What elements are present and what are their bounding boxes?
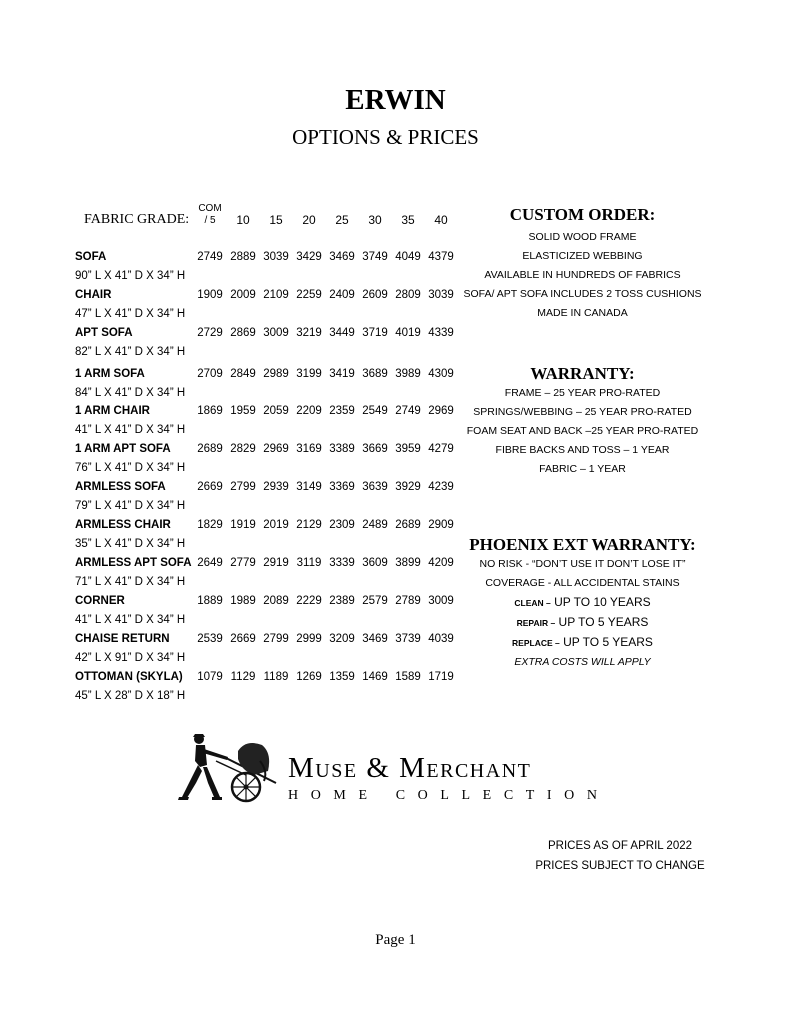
col-header-com bbox=[193, 203, 227, 227]
price-cell: 1959 bbox=[230, 405, 256, 417]
price-cell: 4379 bbox=[428, 251, 454, 263]
price-cell: 4039 bbox=[428, 633, 454, 645]
price-cell: 2259 bbox=[296, 289, 322, 301]
phoenix-note: EXTRA COSTS WILL APPLY bbox=[514, 656, 651, 668]
custom-order-line: SOFA/ APT SOFA INCLUDES 2 TOSS CUSHIONS bbox=[463, 288, 702, 300]
price-cell: 2209 bbox=[296, 405, 322, 417]
price-cell: 1869 bbox=[197, 405, 223, 417]
price-cell: 2709 bbox=[197, 368, 223, 380]
price-cell: 3369 bbox=[329, 481, 355, 493]
price-cell: 3609 bbox=[362, 557, 388, 569]
price-cell: 3639 bbox=[362, 481, 388, 493]
price-cell: 3389 bbox=[329, 443, 355, 455]
table-row bbox=[75, 633, 465, 671]
product-name: 1 ARM APT SOFA bbox=[75, 443, 171, 455]
price-cell: 3689 bbox=[362, 368, 388, 380]
grade-header: 20 bbox=[302, 213, 316, 227]
page-subtitle: OPTIONS & PRICES bbox=[292, 125, 479, 149]
price-cell: 3009 bbox=[428, 595, 454, 607]
price-cell: 2749 bbox=[197, 251, 223, 263]
com-bottom-label: / 5 bbox=[204, 215, 216, 226]
price-cell: 2799 bbox=[230, 481, 256, 493]
product-dimensions: 79” L X 41” D X 34” H bbox=[75, 500, 186, 512]
price-cell: 2669 bbox=[230, 633, 256, 645]
product-dimensions: 47” L X 41” D X 34” H bbox=[75, 308, 186, 320]
price-cell: 2919 bbox=[263, 557, 289, 569]
price-cell: 1889 bbox=[197, 595, 223, 607]
price-cell: 3669 bbox=[362, 443, 388, 455]
price-cell: 4339 bbox=[428, 327, 454, 339]
brand-tagline: HOME COLLECTION bbox=[288, 788, 610, 803]
price-cell: 1079 bbox=[197, 671, 223, 683]
warranty-heading: WARRANTY: bbox=[530, 364, 635, 383]
phoenix-replace bbox=[460, 633, 705, 653]
page-number: Page 1 bbox=[375, 932, 416, 948]
repair-value: UP TO 5 YEARS bbox=[558, 615, 649, 629]
product-dimensions: 35” L X 41” D X 34” H bbox=[75, 538, 186, 550]
repair-label: REPAIR – bbox=[516, 618, 556, 628]
price-cell: 2009 bbox=[230, 289, 256, 301]
product-name: OTTOMAN (SKYLA) bbox=[75, 671, 183, 683]
table-row bbox=[75, 481, 465, 519]
price-cell: 1989 bbox=[230, 595, 256, 607]
product-name: 1 ARM CHAIR bbox=[75, 405, 150, 417]
custom-order-line: ELASTICIZED WEBBING bbox=[522, 250, 643, 262]
price-cell: 2909 bbox=[428, 519, 454, 531]
price-cell: 2539 bbox=[197, 633, 223, 645]
price-cell: 1919 bbox=[230, 519, 256, 531]
price-cell: 3009 bbox=[263, 327, 289, 339]
price-cell: 2809 bbox=[395, 289, 421, 301]
price-cell: 2829 bbox=[230, 443, 256, 455]
price-cell: 2059 bbox=[263, 405, 289, 417]
com-top-label: COM bbox=[198, 203, 222, 214]
product-dimensions: 41” L X 41” D X 34” H bbox=[75, 424, 186, 436]
phoenix-repair bbox=[460, 613, 705, 633]
table-row bbox=[75, 327, 465, 365]
price-cell: 3739 bbox=[395, 633, 421, 645]
product-name: CHAIR bbox=[75, 289, 112, 301]
phoenix-line: NO RISK - “DON’T USE IT DON’T LOSE IT” bbox=[479, 558, 686, 570]
product-dimensions: 41” L X 41” D X 34” H bbox=[75, 614, 186, 626]
price-cell: 2749 bbox=[395, 405, 421, 417]
price-cell: 2609 bbox=[362, 289, 388, 301]
grade-header: 15 bbox=[269, 213, 283, 227]
table-row bbox=[75, 289, 465, 327]
warranty-section bbox=[460, 364, 705, 479]
grade-header: 40 bbox=[434, 213, 448, 227]
price-cell: 4019 bbox=[395, 327, 421, 339]
price-cell: 2649 bbox=[197, 557, 223, 569]
table-row bbox=[75, 557, 465, 595]
table-row bbox=[75, 595, 465, 633]
price-cell: 2579 bbox=[362, 595, 388, 607]
product-dimensions: 84” L X 41” D X 34” H bbox=[75, 387, 186, 399]
table-row bbox=[75, 443, 465, 481]
table-row bbox=[75, 519, 465, 557]
price-cell: 3899 bbox=[395, 557, 421, 569]
price-cell: 2799 bbox=[263, 633, 289, 645]
page-title: ERWIN bbox=[345, 84, 446, 116]
price-cell: 2089 bbox=[263, 595, 289, 607]
price-cell: 2309 bbox=[329, 519, 355, 531]
price-cell: 3209 bbox=[329, 633, 355, 645]
price-cell: 1719 bbox=[428, 671, 454, 683]
grade-header: 10 bbox=[236, 213, 250, 227]
brand-name: Muse & Merchant bbox=[288, 752, 532, 784]
product-name: ARMLESS CHAIR bbox=[75, 519, 171, 531]
table-row bbox=[75, 251, 465, 289]
price-cell: 4209 bbox=[428, 557, 454, 569]
price-cell: 2729 bbox=[197, 327, 223, 339]
price-cell: 3149 bbox=[296, 481, 322, 493]
price-cell: 3039 bbox=[428, 289, 454, 301]
price-cell: 1359 bbox=[329, 671, 355, 683]
price-cell: 3419 bbox=[329, 368, 355, 380]
price-cell: 4309 bbox=[428, 368, 454, 380]
price-cell: 2549 bbox=[362, 405, 388, 417]
warranty-line: FIBRE BACKS AND TOSS – 1 YEAR bbox=[495, 444, 670, 456]
product-name: 1 ARM SOFA bbox=[75, 368, 145, 380]
table-row bbox=[75, 368, 465, 406]
phoenix-clean bbox=[460, 593, 705, 613]
price-cell: 2129 bbox=[296, 519, 322, 531]
price-cell: 3039 bbox=[263, 251, 289, 263]
product-name: ARMLESS APT SOFA bbox=[75, 557, 192, 569]
product-dimensions: 45” L X 28” D X 18” H bbox=[75, 690, 186, 702]
custom-order-heading: CUSTOM ORDER: bbox=[509, 205, 656, 224]
price-cell: 3719 bbox=[362, 327, 388, 339]
price-cell: 2409 bbox=[329, 289, 355, 301]
phoenix-heading: PHOENIX EXT WARRANTY: bbox=[469, 535, 696, 554]
warranty-line: FABRIC – 1 YEAR bbox=[539, 463, 626, 475]
price-cell: 2849 bbox=[230, 368, 256, 380]
price-cell: 3469 bbox=[329, 251, 355, 263]
price-cell: 3219 bbox=[296, 327, 322, 339]
price-cell: 2669 bbox=[197, 481, 223, 493]
product-dimensions: 76” L X 41” D X 34” H bbox=[75, 462, 186, 474]
custom-order-line: MADE IN CANADA bbox=[537, 307, 628, 319]
price-cell: 2939 bbox=[263, 481, 289, 493]
phoenix-warranty-section bbox=[460, 535, 705, 672]
price-cell: 1189 bbox=[263, 671, 289, 683]
price-cell: 3749 bbox=[362, 251, 388, 263]
prices-date-note: PRICES AS OF APRIL 2022 bbox=[547, 840, 693, 852]
custom-order-line: SOLID WOOD FRAME bbox=[528, 231, 637, 243]
price-cell: 3989 bbox=[395, 368, 421, 380]
price-cell: 2689 bbox=[197, 443, 223, 455]
product-dimensions: 90” L X 41” D X 34” H bbox=[75, 270, 186, 282]
price-cell: 2789 bbox=[395, 595, 421, 607]
product-dimensions: 71” L X 41” D X 34” H bbox=[75, 576, 186, 588]
replace-label: REPLACE – bbox=[512, 638, 560, 648]
price-cell: 2359 bbox=[329, 405, 355, 417]
clean-label: CLEAN – bbox=[514, 598, 551, 608]
price-cell: 2889 bbox=[230, 251, 256, 263]
price-cell: 4239 bbox=[428, 481, 454, 493]
price-cell: 2229 bbox=[296, 595, 322, 607]
replace-value: UP TO 5 YEARS bbox=[563, 635, 653, 649]
custom-order-line: AVAILABLE IN HUNDREDS OF FABRICS bbox=[484, 269, 681, 281]
price-cell: 3449 bbox=[329, 327, 355, 339]
price-cell: 3339 bbox=[329, 557, 355, 569]
price-cell: 2999 bbox=[296, 633, 322, 645]
price-cell: 3199 bbox=[296, 368, 322, 380]
price-cell: 2489 bbox=[362, 519, 388, 531]
product-dimensions: 82” L X 41” D X 34” H bbox=[75, 346, 186, 358]
price-cell: 2989 bbox=[263, 368, 289, 380]
price-cell: 2969 bbox=[263, 443, 289, 455]
price-cell: 2969 bbox=[428, 405, 454, 417]
price-cell: 1909 bbox=[197, 289, 223, 301]
fabric-grade-label: FABRIC GRADE: bbox=[84, 212, 190, 227]
product-name: CHAISE RETURN bbox=[75, 633, 170, 645]
grade-header: 25 bbox=[335, 213, 349, 227]
price-cell: 3959 bbox=[395, 443, 421, 455]
price-cell: 2109 bbox=[263, 289, 289, 301]
prices-change-note: PRICES SUBJECT TO CHANGE bbox=[535, 860, 705, 872]
price-cell: 4279 bbox=[428, 443, 454, 455]
phoenix-line: COVERAGE - ALL ACCIDENTAL STAINS bbox=[485, 577, 680, 589]
price-cell: 3429 bbox=[296, 251, 322, 263]
price-cell: 1469 bbox=[362, 671, 388, 683]
warranty-line: FOAM SEAT AND BACK –25 YEAR PRO-RATED bbox=[466, 425, 699, 437]
price-cell: 1269 bbox=[296, 671, 322, 683]
product-name: APT SOFA bbox=[75, 327, 133, 339]
table-row bbox=[75, 405, 465, 443]
product-dimensions: 42” L X 91” D X 34” H bbox=[75, 652, 186, 664]
price-cell: 1129 bbox=[230, 671, 256, 683]
grade-header: 30 bbox=[368, 213, 382, 227]
price-cell: 2689 bbox=[395, 519, 421, 531]
product-name: ARMLESS SOFA bbox=[75, 481, 166, 493]
price-cell: 2389 bbox=[329, 595, 355, 607]
price-cell: 1589 bbox=[395, 671, 421, 683]
price-cell: 2869 bbox=[230, 327, 256, 339]
price-cell: 3119 bbox=[296, 557, 322, 569]
price-cell: 3469 bbox=[362, 633, 388, 645]
price-cell: 2019 bbox=[263, 519, 289, 531]
table-row bbox=[75, 671, 465, 709]
price-cell: 3169 bbox=[296, 443, 322, 455]
product-name: SOFA bbox=[75, 251, 107, 263]
warranty-line: FRAME – 25 YEAR PRO-RATED bbox=[504, 387, 661, 399]
price-cell: 1829 bbox=[197, 519, 223, 531]
price-cell: 4049 bbox=[395, 251, 421, 263]
warranty-line: SPRINGS/WEBBING – 25 YEAR PRO-RATED bbox=[473, 406, 692, 418]
price-cell: 2779 bbox=[230, 557, 256, 569]
grade-header: 35 bbox=[401, 213, 415, 227]
custom-order-section bbox=[460, 205, 705, 323]
product-name: CORNER bbox=[75, 595, 125, 607]
price-cell: 3929 bbox=[395, 481, 421, 493]
clean-value: UP TO 10 YEARS bbox=[554, 595, 651, 609]
rickshaw-logo-icon bbox=[176, 731, 278, 803]
